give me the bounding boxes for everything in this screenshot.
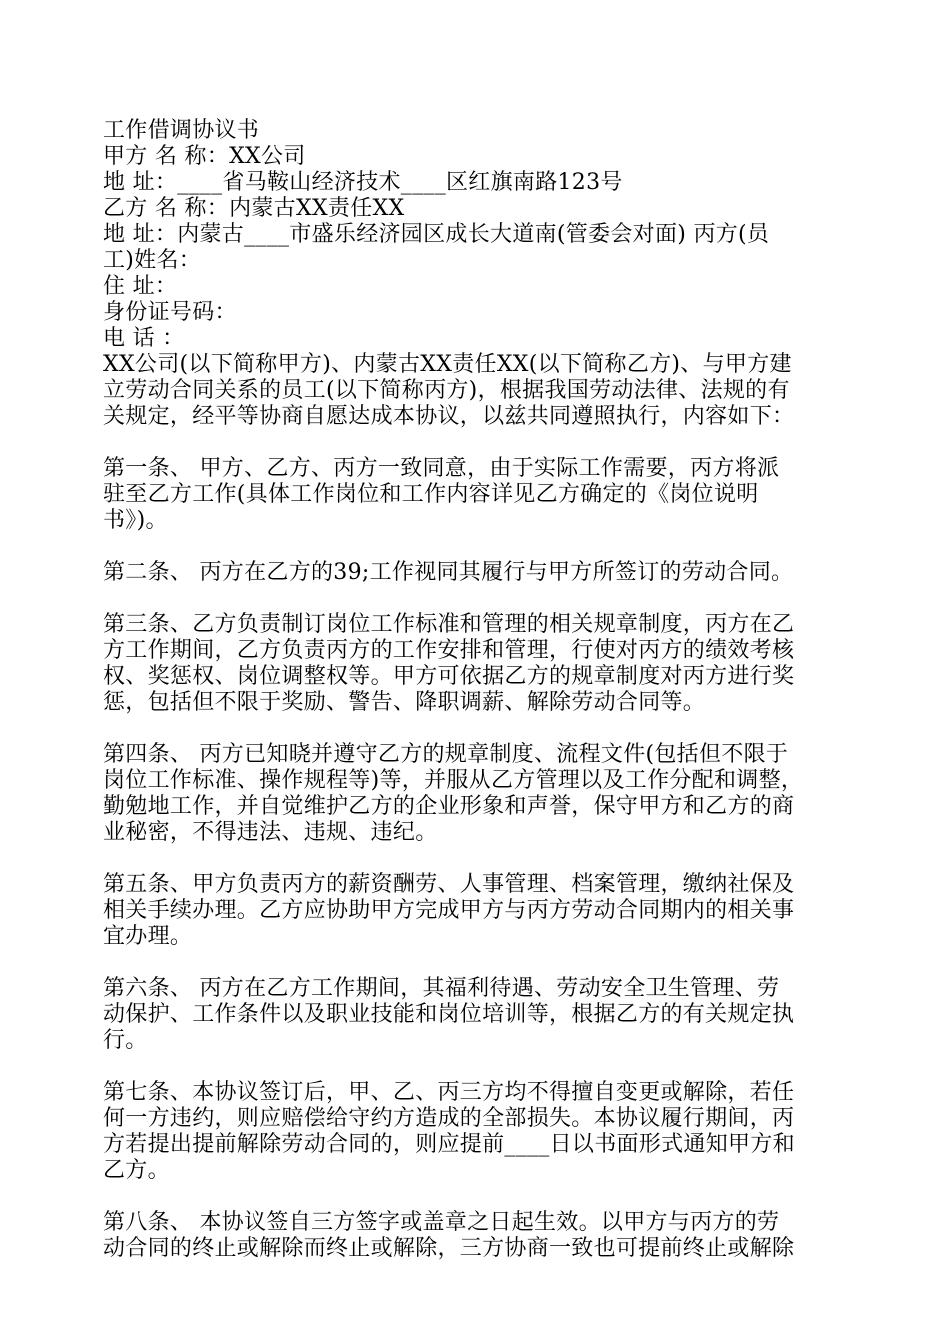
party-c-id-number: 身份证号码： [103,300,237,325]
paragraph-line: 第四条、 丙方已知晓并遵守乙方的规章制度、流程文件(包括但不限于 [103,742,789,767]
paragraph-line: 勤勉地工作，并自觉维护乙方的企业形象和声誉，保守甲方和乙方的商 [103,794,795,819]
article-7 [103,1080,863,1184]
paragraph-line: 宜办理。 [103,924,193,949]
paragraph-line: 行。 [103,1028,148,1053]
paragraph-line: 关规定，经平等协商自愿达成本协议，以兹共同遵照执行，内容如下： [103,404,795,429]
intro-paragraph [103,352,863,430]
paragraph-line: 动合同的终止或解除而终止或解除，三方协商一致也可提前终止或解除 [103,1236,795,1261]
party-a-name: 甲方 名 称：XX公司 [103,144,306,169]
paragraph-line: 第六条、 丙方在乙方工作期间，其福利待遇、劳动安全卫生管理、劳 [103,976,780,1001]
header-block [103,144,863,352]
paragraph-line: 动保护、工作条件以及职业技能和岗位培训等，根据乙方的有关规定执 [103,1002,795,1027]
document-title: 工作借调协议书 [103,118,260,143]
party-c-phone: 电 话 ： [103,326,185,351]
article-5 [103,872,863,950]
paragraph-line: 第三条、乙方负责制订岗位工作标准和管理的相关规章制度，丙方在乙 [103,612,795,637]
paragraph-line: 第七条、本协议签订后，甲、乙、丙三方均不得擅自变更或解除，若任 [103,1080,795,1105]
article-2 [103,560,863,586]
paragraph-line: 相关手续办理。乙方应协助甲方完成甲方与丙方劳动合同期内的相关事 [103,898,795,923]
paragraph-line: 驻至乙方工作(具体工作岗位和工作内容详见乙方确定的《岗位说明 [103,482,759,507]
party-c-address: 住 址： [103,274,178,299]
article-4 [103,742,863,846]
paragraph-line: 第二条、 丙方在乙方的39;工作视同其履行与甲方所签订的劳动合同。 [103,560,794,585]
article-8 [103,1210,863,1262]
document-page [103,118,863,1288]
paragraph-line: 乙方。 [103,1158,170,1183]
paragraph-line: 书》)。 [103,508,168,533]
paragraph-line: 方若提出提前解除劳动合同的，则应提前____日以书面形式通知甲方和 [103,1132,795,1157]
paragraph-line: XX公司(以下简称甲方)、内蒙古XX责任XX(以下简称乙方)、与甲方建 [103,352,792,377]
article-6 [103,976,863,1054]
paragraph-line: 惩，包括但不限于奖励、警告、降职调薪、解除劳动合同等。 [103,690,706,715]
paragraph-line: 第五条、甲方负责丙方的薪资酬劳、人事管理、档案管理，缴纳社保及 [103,872,795,897]
article-1 [103,456,863,534]
party-c-name: 工)姓名： [103,248,202,273]
party-b-name: 乙方 名 称：内蒙古XX责任XX [103,196,405,221]
paragraph-line: 岗位工作标准、操作规程等)等，并服从乙方管理以及工作分配和调整， [103,768,804,793]
party-a-address: 地 址：____省马鞍山经济技术____区红旗南路123号 [103,170,623,195]
paragraph-line: 业秘密，不得违法、违规、违纪。 [103,820,438,845]
paragraph-line: 方工作期间，乙方负责丙方的工作安排和管理，行使对丙方的绩效考核 [103,638,795,663]
agreement-body [103,352,863,1262]
party-b-address: 地 址：内蒙古____市盛乐经济园区成长大道南(管委会对面) 丙方(员 [103,222,770,247]
paragraph-line: 权、奖惩权、岗位调整权等。甲方可依据乙方的规章制度对丙方进行奖 [103,664,795,689]
paragraph-line: 何一方违约，则应赔偿给守约方造成的全部损失。本协议履行期间，丙 [103,1106,795,1131]
article-3 [103,612,863,716]
paragraph-line: 立劳动合同关系的员工(以下简称丙方)，根据我国劳动法律、法规的有 [103,378,790,403]
paragraph-line: 第八条、 本协议签自三方签字或盖章之日起生效。以甲方与丙方的劳 [103,1210,780,1235]
paragraph-line: 第一条、 甲方、乙方、丙方一致同意，由于实际工作需要，丙方将派 [103,456,780,481]
